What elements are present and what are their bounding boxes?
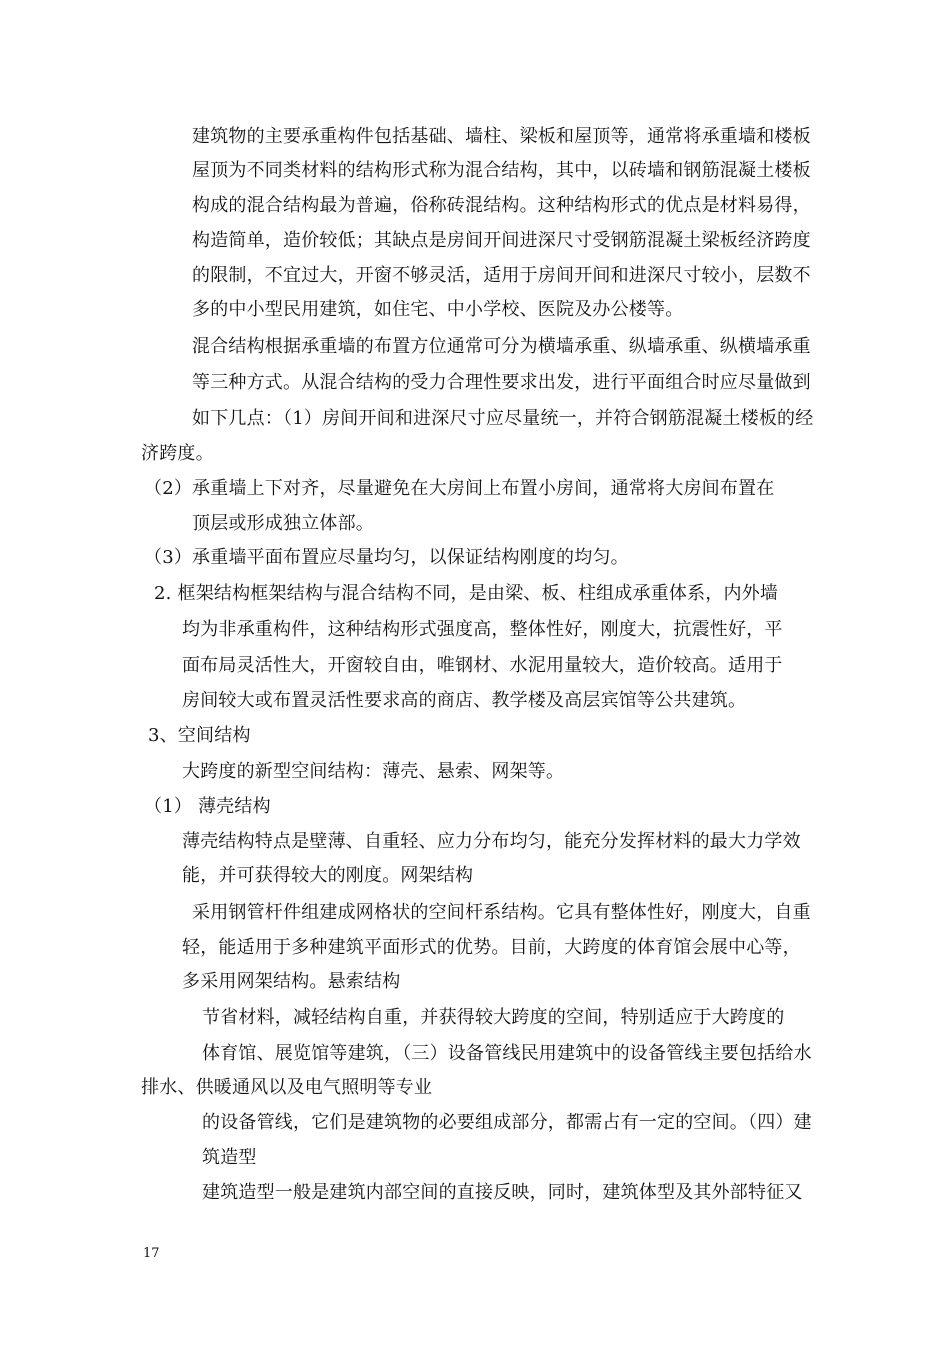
text-line: 如下几点：（1）房间开间和进深尺寸应尽量统一，并符合钢筋混凝土楼板的经 (192, 408, 814, 429)
text-line: （1） 薄壳结构 (144, 796, 271, 817)
text-line: 多采用网架结构。悬索结构 (182, 971, 401, 992)
text-line: 等三种方式。从混合结构的受力合理性要求出发，进行平面组合时应尽量做到 (192, 372, 811, 393)
text-line: 2. 框架结构框架结构与混合结构不同，是由梁、板、柱组成承重体系，内外墙 (154, 583, 779, 604)
text-line: 济跨度。 (141, 443, 214, 464)
text-line: 建筑物的主要承重构件包括基础、墙柱、梁板和屋顶等，通常将承重墙和楼板 (192, 126, 811, 147)
text-line: （2）承重墙上下对齐，尽量避免在大房间上布置小房间，通常将大房间布置在 (144, 478, 775, 499)
text-line: 采用钢管杆件组建成网格状的空间杆系结构。它具有整体性好，刚度大，自重 (192, 902, 811, 923)
text-line: 建筑造型一般是建筑内部空间的直接反映，同时，建筑体型及其外部特征又 (202, 1182, 803, 1203)
text-line: 顶层或形成独立体部。 (192, 513, 374, 534)
text-line: 房间较大或布置灵活性要求高的商店、教学楼及高层宾馆等公共建筑。 (182, 690, 747, 711)
text-line: 筑造型 (202, 1147, 257, 1168)
text-line: 均为非承重构件，这种结构形式强度高，整体性好，刚度大，抗震性好，平 (182, 619, 783, 640)
text-line: 体育馆、展览馆等建筑，（三）设备管线民用建筑中的设备管线主要包括给水 (202, 1043, 812, 1064)
text-line: 节省材料，减轻结构自重，并获得较大跨度的空间，特别适应于大跨度的 (202, 1007, 785, 1028)
text-line: 屋顶为不同类材料的结构形式称为混合结构，其中，以砖墙和钢筋混凝土楼板 (192, 160, 811, 181)
text-line: 排水、供暖通风以及电气照明等专业 (141, 1077, 433, 1098)
text-line: 混合结构根据承重墙的布置方位通常可分为横墙承重、纵墙承重、纵横墙承重 (192, 336, 811, 357)
text-line: 的设备管线，它们是建筑物的必要组成部分，都需占有一定的空间。（四）建 (202, 1112, 812, 1133)
text-line: 构成的混合结构最为普遍，俗称砖混结构。这种结构形式的优点是材料易得， (192, 195, 811, 216)
text-line: 大跨度的新型空间结构：薄壳、悬索、网架等。 (182, 761, 565, 782)
text-line: 轻，能适用于多种建筑平面形式的优势。目前，大跨度的体育馆会展中心等， (182, 937, 801, 958)
text-line: （3）承重墙平面布置应尽量均匀，以保证结构刚度的均匀。 (144, 547, 629, 568)
text-line: 的限制，不宜过大，开窗不够灵活，适用于房间开间和进深尺寸较小，层数不 (192, 265, 811, 286)
text-line: 面布局灵活性大，开窗较自由，唯钢材、水泥用量较大，造价较高。适用于 (182, 655, 783, 676)
text-line: 构造简单，造价较低；其缺点是房间开间进深尺寸受钢筋混凝土梁板经济跨度 (192, 230, 811, 251)
page-number: 17 (143, 1246, 160, 1261)
text-line: 薄壳结构特点是壁薄、自重轻、应力分布均匀，能充分发挥材料的最大力学效 (182, 831, 801, 852)
text-line: 多的中小型民用建筑，如住宅、中小学校、医院及办公楼等。 (192, 299, 684, 320)
text-line: 3、空间结构 (148, 725, 251, 746)
text-line: 能，并可获得较大的刚度。网架结构 (182, 865, 474, 886)
